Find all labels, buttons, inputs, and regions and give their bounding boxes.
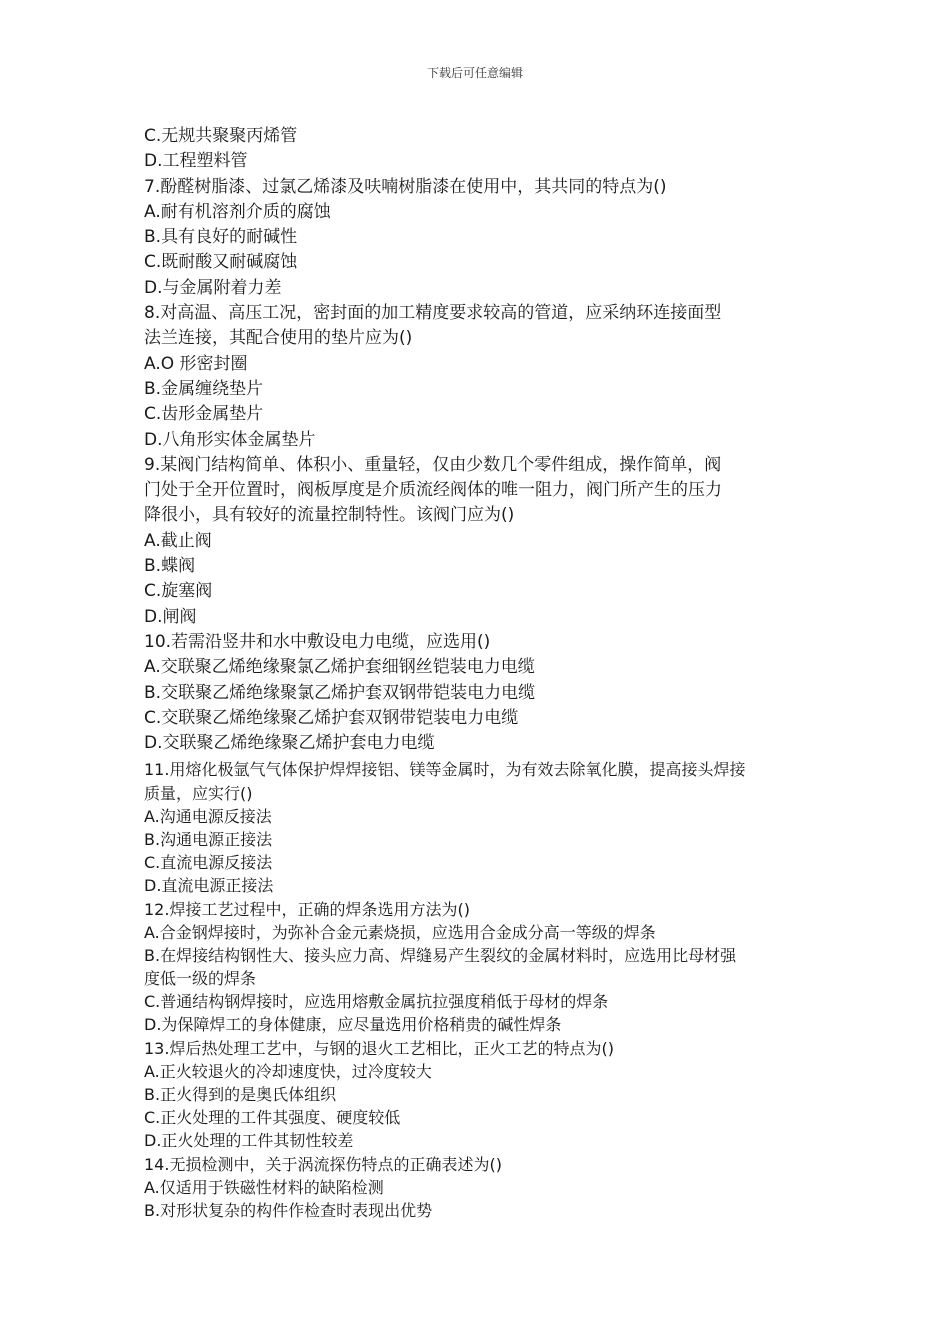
text-line: D.正火处理的工件其韧性较差: [144, 1131, 354, 1151]
text-line: D.与金属附着力差: [144, 277, 282, 298]
text-line: A.耐有机溶剂介质的腐蚀: [144, 201, 331, 222]
text-line: 降很小，具有较好的流量控制特性。该阀门应为(): [144, 505, 515, 526]
text-line: 11.用熔化极氩气气体保护焊焊接铝、镁等金属时，为有效去除氧化膜，提高接头焊接: [144, 760, 746, 780]
text-line: C.齿形金属垫片: [144, 404, 264, 425]
text-line: B.在焊接结构钢性大、接头应力高、焊缝易产生裂纹的金属材料时，应选用比母材强: [144, 945, 737, 965]
text-line: C.既耐酸又耐碱腐蚀: [144, 252, 298, 273]
text-line: A.截止阀: [144, 530, 212, 551]
text-line: D.为保障焊工的身体健康，应尽量选用价格稍贵的碱性焊条: [144, 1015, 562, 1035]
text-line: 13.焊后热处理工艺中，与钢的退火工艺相比，正火工艺的特点为(): [144, 1038, 614, 1058]
text-line: C.旋塞阀: [144, 581, 213, 602]
text-line: 10.若需沿竖井和水中敷设电力电缆，应选用(): [144, 631, 491, 652]
text-line: A.交联聚乙烯绝缘聚氯乙烯护套细钢丝铠装电力电缆: [144, 657, 535, 678]
text-line: B.交联聚乙烯绝缘聚氯乙烯护套双钢带铠装电力电缆: [144, 682, 536, 703]
text-line: B.沟通电源正接法: [144, 829, 273, 849]
text-line: 质量，应实行(): [144, 783, 253, 803]
text-block-questions-7-10: [144, 124, 809, 756]
text-line: A.合金钢焊接时，为弥补合金元素烧损，应选用合金成分高一等级的焊条: [144, 922, 656, 942]
text-line: B.具有良好的耐碱性: [144, 227, 298, 248]
text-line: D.工程塑料管: [144, 151, 248, 172]
text-line: C.无规共聚聚丙烯管: [144, 126, 298, 146]
text-line: C.直流电源反接法: [144, 853, 273, 873]
text-line: A.仅适用于铁磁性材料的缺陷检测: [144, 1177, 384, 1197]
text-line: 法兰连接，其配合使用的垫片应为(): [144, 328, 413, 349]
text-line: C.普通结构钢焊接时，应选用熔敷金属抗拉强度稍低于母材的焊条: [144, 992, 609, 1012]
text-line: D.交联聚乙烯绝缘聚乙烯护套电力电缆: [144, 733, 435, 754]
text-line: D.闸阀: [144, 606, 197, 627]
document-content: [144, 124, 809, 1222]
text-line: D.直流电源正接法: [144, 876, 274, 896]
text-line: 8.对高温、高压工况，密封面的加工精度要求较高的管道，应采纳环连接面型: [144, 303, 722, 324]
text-line: B.金属缠绕垫片: [144, 378, 264, 399]
text-line: B.对形状复杂的构件作检查时表现出优势: [144, 1200, 433, 1220]
text-line: A.O 形密封圈: [144, 353, 248, 374]
header-note: 下载后可任意编辑: [426, 66, 523, 80]
text-line: 门处于全开位置时，阀板厚度是介质流经阀体的唯一阻力，阀门所产生的压力: [144, 480, 722, 501]
text-line: 7.酚醛树脂漆、过氯乙烯漆及呋喃树脂漆在使用中，其共同的特点为(): [144, 176, 667, 197]
text-line: C.交联聚乙烯绝缘聚乙烯护套双钢带铠装电力电缆: [144, 707, 519, 728]
text-line: B.蝶阀: [144, 556, 196, 577]
text-line: A.沟通电源反接法: [144, 806, 272, 826]
text-line: 度低一级的焊条: [144, 969, 257, 989]
text-line: C.正火处理的工件其强度、硬度较低: [144, 1108, 401, 1128]
text-line: 12.焊接工艺过程中，正确的焊条选用方法为(): [144, 899, 470, 919]
text-line: A.正火较退火的冷却速度快，过冷度较大: [144, 1061, 432, 1081]
text-block-questions-11-14: [144, 758, 809, 1222]
text-line: 9.某阀门结构简单、体积小、重量轻，仅由少数几个零件组成，操作简单，阀: [144, 454, 722, 475]
text-line: B.正火得到的是奥氏体组织: [144, 1085, 337, 1105]
text-line: D.八角形实体金属垫片: [144, 429, 316, 450]
text-line: 14.无损检测中，关于涡流探伤特点的正确表述为(): [144, 1154, 502, 1174]
